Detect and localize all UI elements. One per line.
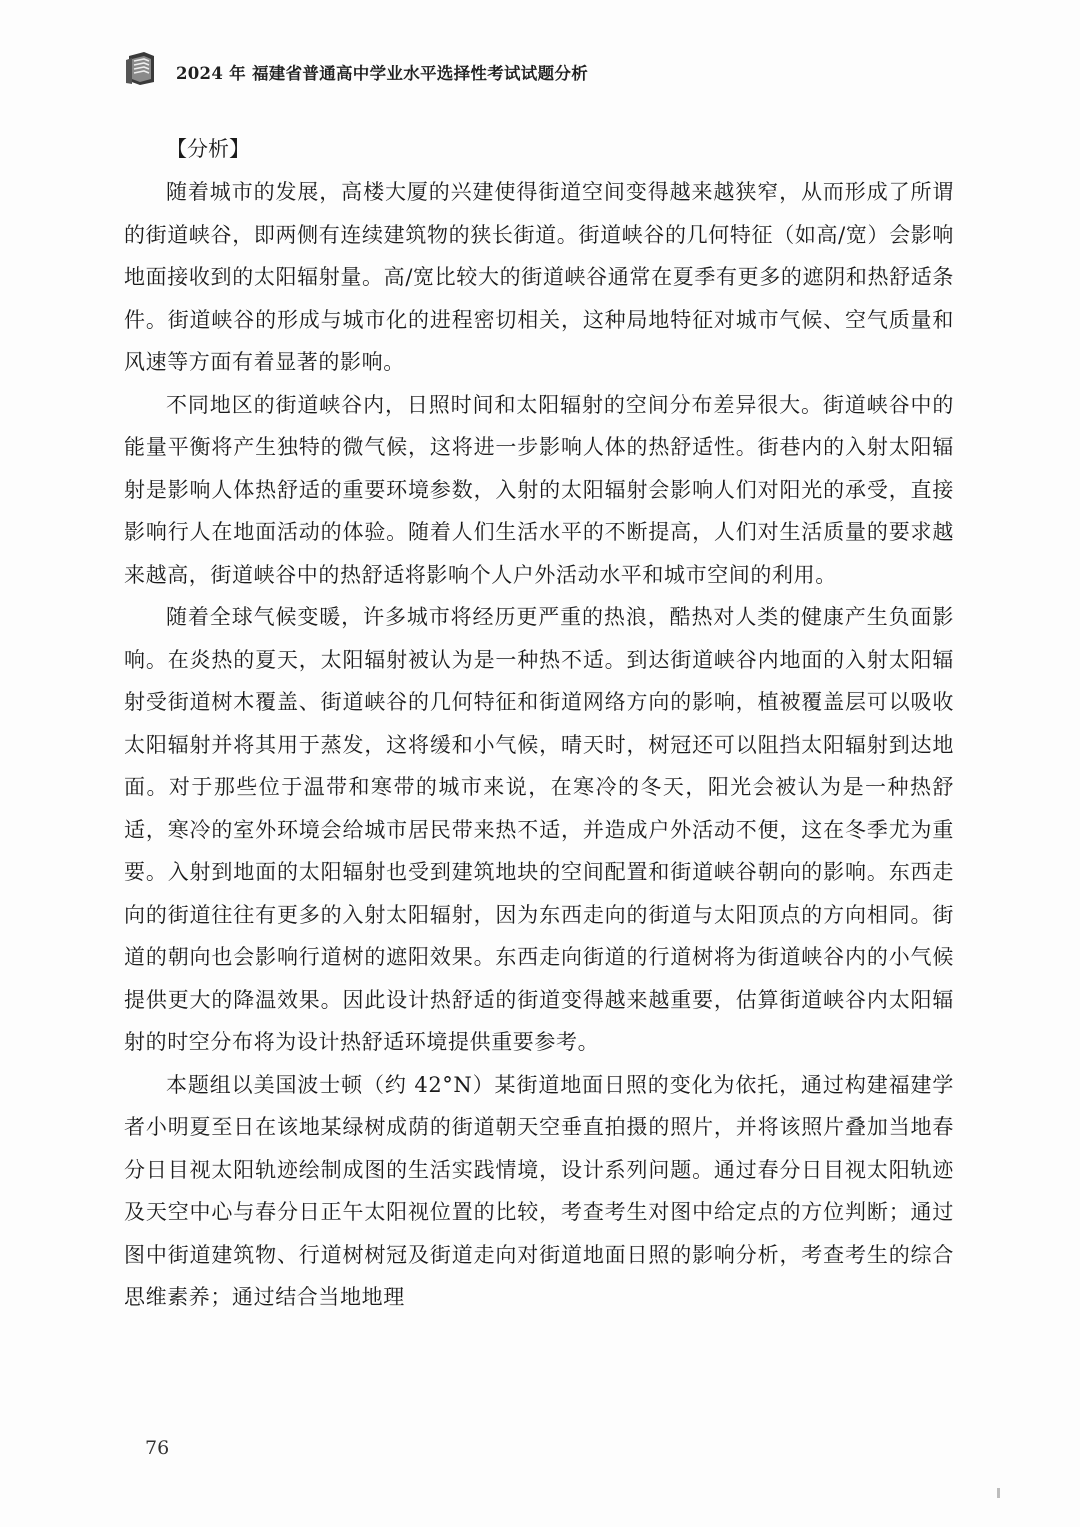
paragraph-4: 本题组以美国波士顿（约 42°N）某街道地面日照的变化为依托，通过构建福建学者小明夏至日在该地某绿树成荫的街道朝天空垂直拍摄的照片，并将该照片叠加当地春分日目视太阳轨迹绘制成图的生活实践情境，设计系列问题。通过春分日目视太阳轨迹及天空中心与春分日正午太阳视位置的比较，考查考生对图中给定点的方位判断；通过图中街道建筑物、行道树树冠及街道走向对街道地面日照的影响分析，考查考生的综合思维素养；通过结合当地地理 bbox=[124, 1072, 954, 1309]
section-title: 【分析】 bbox=[166, 137, 250, 161]
header-title: 2024 年 福建省普通高中学业水平选择性考试试题分析 bbox=[176, 64, 589, 83]
page-header bbox=[124, 46, 964, 92]
paragraph-2: 不同地区的街道峡谷内，日照时间和太阳辐射的空间分布差异很大。街道峡谷中的能量平衡将产生独特的微气候，这将进一步影响人体的热舒适性。街巷内的入射太阳辐射是影响人体热舒适的重要环境参数，入射的太阳辐射会影响人们对阳光的承受，直接影响行人在地面活动的体验。随着人们生活水平的不断提高，人们对生活质量的要求越来越高，街道峡谷中的热舒适将影响个人户外活动水平和城市空间的利用。 bbox=[124, 392, 954, 587]
paragraph-3: 随着全球气候变暖，许多城市将经历更严重的热浪，酷热对人类的健康产生负面影响。在炎热的夏天，太阳辐射被认为是一种热不适。到达街道峡谷内地面的入射太阳辐射受街道树木覆盖、街道峡谷的几何特征和街道网络方向的影响，植被覆盖层可以吸收太阳辐射并将其用于蒸发，这将缓和小气候，晴天时，树冠还可以阻挡太阳辐射到达地面。对于那些位于温带和寒带的城市来说，在寒冷的冬天，阳光会被认为是一种热舒适，寒冷的室外环境会给城市居民带来热不适，并造成户外活动不便，这在冬季尤为重要。入射到地面的太阳辐射也受到建筑地块的空间配置和街道峡谷朝向的影响。东西走向的街道往往有更多的入射太阳辐射，因为东西走向的街道与太阳顶点的方向相同。街道的朝向也会影响行道树的遮阳效果。东西走向街道的行道树将为街道峡谷内的小气候提供更大的降温效果。因此设计热舒适的街道变得越来越重要，估算街道峡谷内太阳辐射的时空分布将为设计热舒适环境提供重要参考。 bbox=[124, 605, 954, 1054]
book-icon bbox=[124, 50, 158, 86]
scan-mark bbox=[997, 1488, 1000, 1498]
page-number: 76 bbox=[145, 1437, 170, 1459]
main-content bbox=[124, 127, 954, 1319]
paragraph-1: 随着城市的发展，高楼大厦的兴建使得街道空间变得越来越狭窄，从而形成了所谓的街道峡谷，即两侧有连续建筑物的狭长街道。街道峡谷的几何特征（如高/宽）会影响地面接收到的太阳辐射量。高/宽比较大的街道峡谷通常在夏季有更多的遮阴和热舒适条件。街道峡谷的形成与城市化的进程密切相关，这种局地特征对城市气候、空气质量和风速等方面有着显著的影响。 bbox=[124, 180, 954, 374]
